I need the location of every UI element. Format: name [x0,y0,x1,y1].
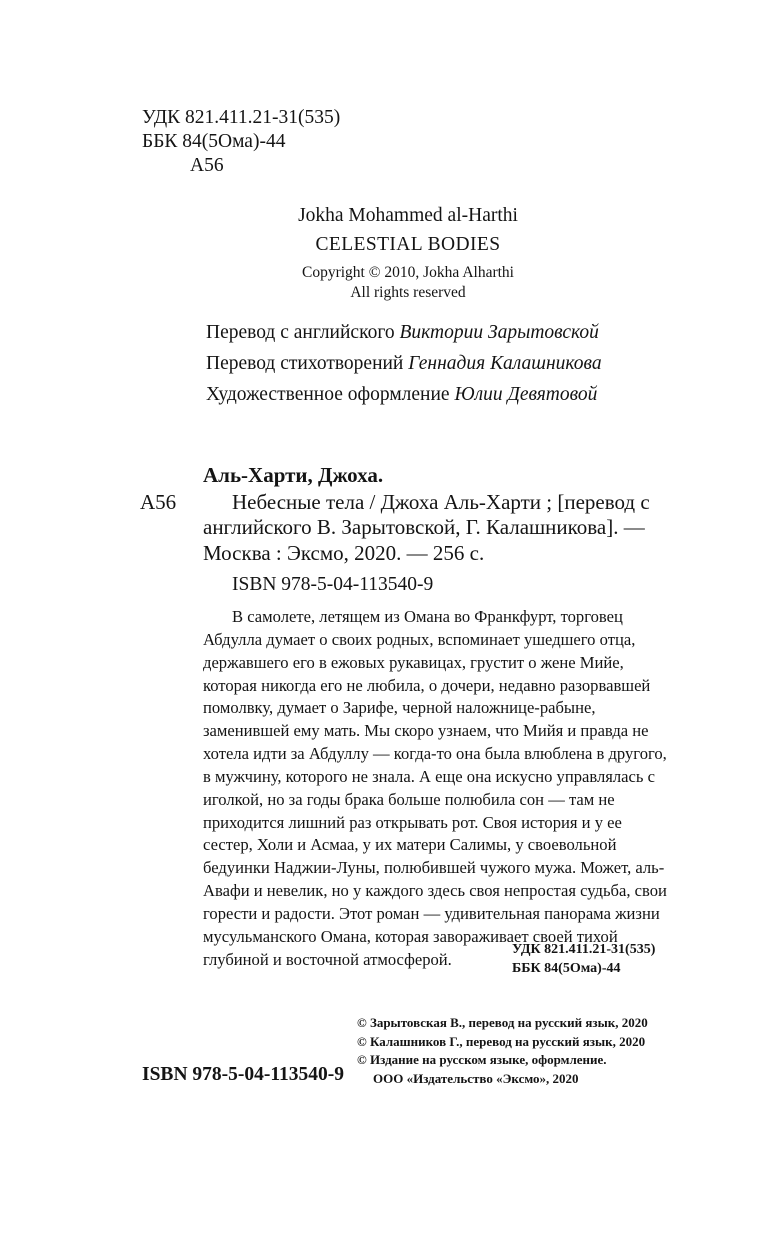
credit-person: Виктории Зарытовской [399,322,599,343]
credit-role: Перевод стихотворений [206,353,404,374]
bib-heading: Аль-Харти, Джоха. [203,463,384,487]
copyright-line: © Издание на русском языке, оформление. [357,1052,607,1068]
credit-person: Геннадия Калашникова [408,353,602,374]
bib-line-1: Небесные тела / Джоха Аль-Харти ; [перевод с [232,490,650,514]
udk-code: УДК 821.411.21-31(535) [142,107,341,128]
credit-person: Юлии Девятовой [454,384,598,405]
original-copyright: Copyright © 2010, Jokha Alharthi [302,264,514,281]
bbk-code: ББК 84(5Ома)-44 [142,131,286,152]
original-author: Jokha Mohammed al-Harthi [298,205,518,226]
credit-poems [206,352,602,376]
copyright-line: © Калашников Г., перевод на русский язык, 2020 [357,1033,646,1049]
isbn-bottom: ISBN 978-5-04-113540-9 [142,1064,345,1085]
udk-code-small: УДК 821.411.21-31(535) [512,942,656,957]
bib-mark: А56 [140,490,177,514]
bib-line-3: Москва : Эксмо, 2020. — 256 с. [203,541,485,565]
bib-isbn: ISBN 978-5-04-113540-9 [232,574,434,595]
credit-role: Художественное оформление [206,384,450,405]
copyright-line: © Зарытовская В., перевод на русский язык, 2020 [357,1015,648,1030]
bbk-code-small: ББК 84(5Ома)-44 [512,961,621,976]
bib-line-2: английского В. Зарытовской, Г. Калашникова]. — [203,515,645,539]
copyright-line: ООО «Издательство «Эксмо», 2020 [373,1070,579,1086]
original-rights: All rights reserved [350,284,466,301]
copyright-notices [357,1014,648,1088]
annotation [203,606,673,972]
credit-design [206,383,597,407]
credit-translation [206,321,599,345]
annotation-text: В самолете, летящем из Омана во Франкфурт, торговец Абдулла думает о своих родных, вспоминает ушедшего отца, державшего его в ежовых рукавицах, грустит о жене Мийе, которая никогда его не любила, о дочери, недавно разорвавшей помолвку, думает о Зарифе, черной наложнице-рабыне, заменившей ему мать. Мы скоро узнаем, что Мийя и правда не хотела идти за Абдуллу — когда-то она была влюблена в другого, в мужчину, которого не знала. А еще она искусно управлялась с иголкой, но за годы брака больше полюбила сон — там не приходится лишний раз открывать рот. Своя история и у ее сестер, Холи и Асмаа, у их матери Салимы, у своевольной бедуинки Наджии-Луны, полюбившей чужого мужа. Может, аль-Авафи и невелик, но у каждого здесь своя непростая судьба, свои горести и радости. Этот роман — удивительная панорама жизни мусульманского Омана, которая завораживает своей тихой глубиной и восточной атмосферой. [203,607,667,969]
credit-role: Перевод с английского [206,322,395,343]
original-title: CELESTIAL BODIES [315,234,501,255]
author-mark: А56 [190,155,224,176]
